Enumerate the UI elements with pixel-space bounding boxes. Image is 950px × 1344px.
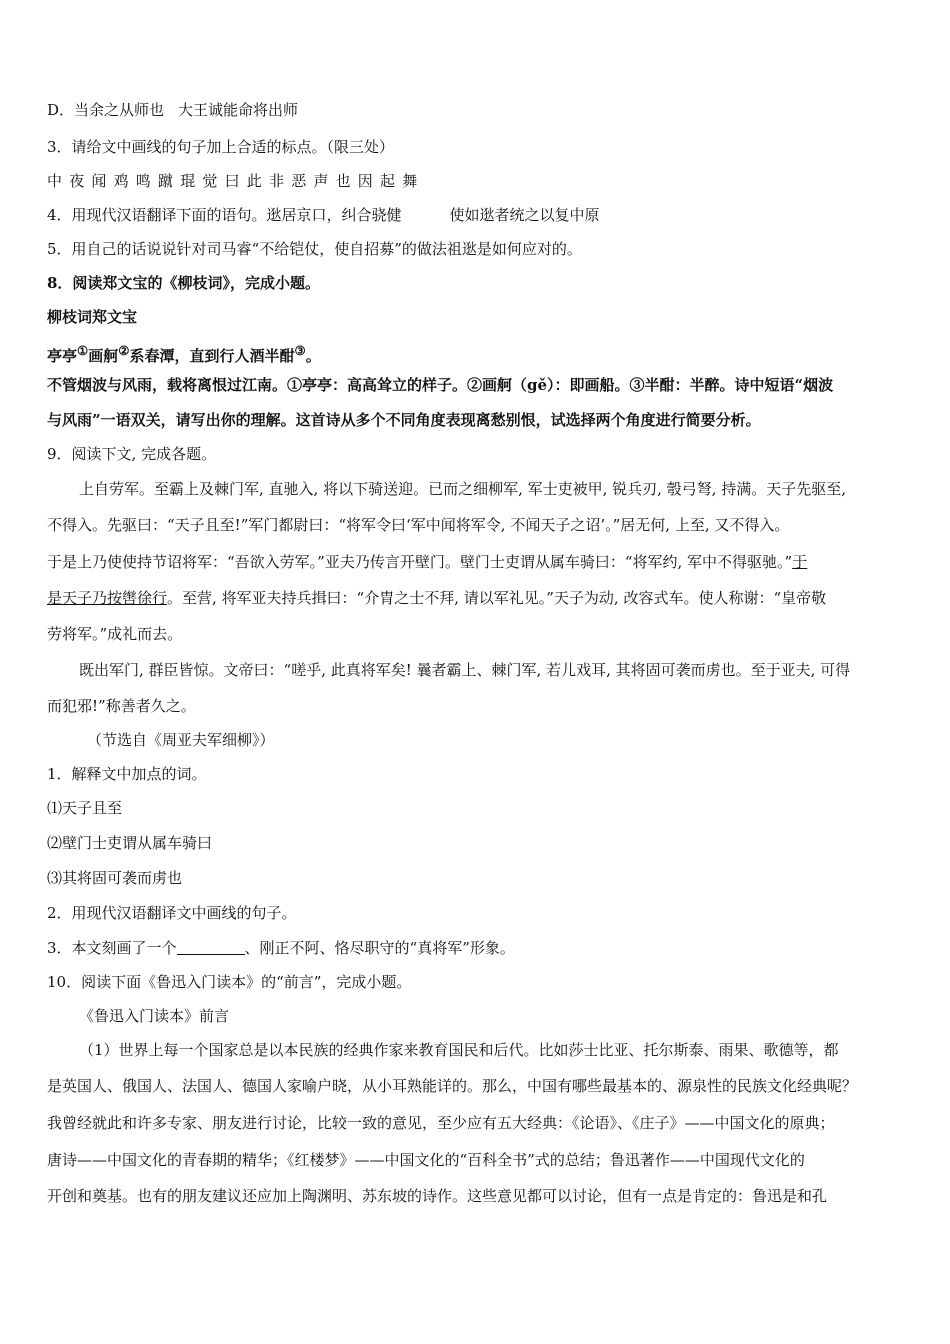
sub-question-3 [47, 938, 907, 958]
sub-question-2: 2．用现代汉语翻译文中画线的句子。 [47, 904, 297, 922]
passage-source: （节选自《周亚夫军细柳》） [87, 731, 275, 749]
poem-text-1: 亭亭 [47, 347, 78, 365]
poem-text-4: 。 [305, 347, 321, 365]
passage-text-b: 。至营, 将军亚夫持兵揖曰：“介胄之士不拜, 请以军礼见。”天子为动, 改容式车。使人称谢：“皇帝敬 [167, 589, 827, 607]
sub-question-1-item-1: ⑴天子且至 [47, 799, 123, 817]
question-10-heading: 10．阅读下面《鲁迅入门读本》的“前言”，完成小题。 [47, 973, 412, 991]
poem-text-2: 画舸 [88, 347, 119, 365]
preface-para-1-line-4: 唐诗——中国文化的青春期的精华；《红楼梦》——中国文化的“百科全书”式的总结；鲁迅著作——中国现代文化的 [47, 1151, 805, 1169]
passage-para-1-line-3 [47, 552, 907, 572]
sub-question-3-text-2: 、刚正不阿、恪尽职守的“真将军”形象。 [244, 939, 515, 957]
question-9-heading: 9．阅读下文, 完成各题。 [47, 445, 217, 463]
question-4-translate [47, 205, 907, 225]
preface-para-1-line-3: 我曾经就此和许多专家、朋友进行讨论，比较一致的意见，至少应有五大经典：《论语》、《庄子》——中国文化的原典； [47, 1114, 835, 1132]
preface-title: 《鲁迅入门读本》前言 [79, 1007, 230, 1025]
passage-para-2-line-1: 既出军门, 群臣皆惊。文帝曰：“嗟乎, 此真将军矣! 曩者霸上、棘门军, 若儿戏耳, 其将固可袭而虏也。至于亚夫, 可得 [79, 661, 851, 679]
poem-line-1 [47, 341, 907, 366]
poem-text-3: 系春潭，直到行人酒半酣 [129, 347, 295, 365]
sub-question-1-item-2: ⑵壁门士吏谓从属车骑曰 [47, 834, 213, 852]
passage-para-1-line-4 [47, 588, 907, 608]
underlined-sentence-end: 是天子乃按辔徐行 [47, 589, 168, 607]
preface-para-1-line-1: （1）世界上每一个国家总是以本民族的经典作家来教育国民和后代。比如莎士比亚、托尔斯泰、雨果、歌德等，都 [79, 1041, 839, 1059]
passage-para-2-line-2: 而犯邪!”称善者久之。 [47, 697, 196, 715]
question-8-prompt: 与风雨”一语双关，请写出你的理解。这首诗从多个不同角度表现离愁别恨，试选择两个角度进行简要分析。 [47, 411, 761, 429]
preface-para-1-line-2: 是英国人、俄国人、法国人、德国人家喻户晓，从小耳熟能详的。那么，中国有哪些最基本的、源泉性的民族文化经典呢？ [47, 1077, 858, 1095]
sub-question-3-text-1: 3．本文刻画了一个 [47, 939, 177, 957]
sub-question-1-item-3: ⑶其将固可袭而虏也 [47, 869, 183, 887]
passage-para-1-line-5: 劳将军。”成礼而去。 [47, 625, 183, 643]
question-3-punctuation: 3．请给文中画线的句子加上合适的标点。（限三处） [47, 138, 395, 156]
passage-para-1-line-1: 上自劳军。至霸上及棘门军, 直驰入, 将以下骑送迎。已而之细柳军, 军士吏被甲, 锐兵刃, 彀弓弩, 持满。天子先驱至, [79, 480, 846, 498]
poem-title: 柳枝词郑文宝 [47, 308, 138, 326]
answer-blank [177, 940, 245, 955]
footnote-mark-2: ② [118, 343, 130, 358]
question-5: 5．用自己的话说说针对司马睿“不给铠仗，使自招募”的做法祖逖是如何应对的。 [47, 240, 582, 258]
underlined-sentence-start: 于 [792, 553, 808, 571]
option-d-line [47, 100, 907, 120]
question-4-text-1: 4．用现代汉语翻译下面的语句。逖居京口，纠合骁健 [47, 206, 402, 224]
sub-question-1: 1．解释文中加点的词。 [47, 765, 207, 783]
question-4-text-2: 使如逖者统之以复中原 [449, 206, 600, 224]
spaced-sentence: 中夜闻鸡鸣蹴琨觉曰此非恶声也因起舞 [47, 172, 425, 190]
option-d-text-2: 大王诚能命将出师 [178, 101, 299, 119]
option-d-text-1: D．当余之从师也 [47, 101, 165, 119]
question-8-heading: 8．阅读郑文宝的《柳枝词》，完成小题。 [47, 274, 320, 292]
footnote-mark-3: ③ [294, 343, 306, 358]
passage-text-a: 于是上乃使使持节诏将军：“吾欲入劳军。”亚夫乃传言开壁门。壁门士吏谓从属车骑曰：“将军约, 军中不得驱驰。” [47, 553, 793, 571]
footnote-mark-1: ① [77, 343, 89, 358]
passage-para-1-line-2: 不得入。先驱曰：“天子且至!”军门都尉曰：“将军令曰‘军中闻将军令, 不闻天子之诏’。”居无何, 上至, 又不得入。 [47, 516, 790, 534]
poem-line-2-and-notes: 不管烟波与风雨，载将离恨过江南。①亭亭：高高耸立的样子。②画舸（gě）：即画船。③半酣：半醉。诗中短语“烟波 [47, 376, 834, 394]
preface-para-1-line-5: 开创和奠基。也有的朋友建议还应加上陶渊明、苏东坡的诗作。这些意见都可以讨论，但有一点是肯定的：鲁迅是和孔 [47, 1187, 828, 1205]
